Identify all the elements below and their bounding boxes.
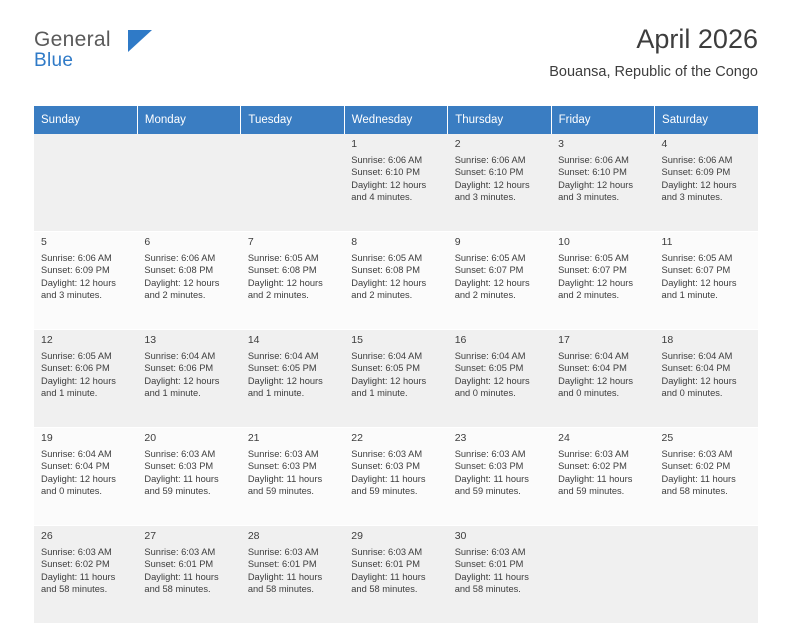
day-info-line: Sunrise: 6:05 AM (41, 350, 112, 361)
day-info-line: Daylight: 12 hours (144, 277, 220, 288)
calendar-day-cell[interactable] (137, 526, 240, 624)
day-info-line: Daylight: 11 hours (247, 473, 323, 484)
day-info-line: Sunset: 6:03 PM (144, 461, 214, 472)
day-sun-info (455, 252, 545, 302)
calendar-week-row (34, 526, 758, 624)
logo-text-blue: Blue (34, 50, 74, 71)
day-info-line: and 3 minutes. (661, 192, 723, 203)
day-info-line: Daylight: 12 hours (351, 277, 427, 288)
day-info-line: Daylight: 12 hours (661, 277, 737, 288)
day-info-line: Sunrise: 6:03 AM (454, 448, 526, 459)
day-info-line: Daylight: 12 hours (41, 473, 116, 484)
day-info-line: Daylight: 12 hours (558, 277, 634, 288)
day-sun-info (558, 252, 648, 302)
day-sun-info (455, 154, 545, 204)
day-info-line: Daylight: 12 hours (558, 179, 634, 190)
day-info-line: and 58 minutes. (247, 584, 314, 595)
day-info-line: Sunset: 6:05 PM (351, 363, 420, 374)
calendar-cell-empty (137, 134, 240, 232)
day-info-line: Sunrise: 6:05 AM (454, 252, 526, 263)
day-info-line: Sunrise: 6:05 AM (661, 252, 733, 263)
calendar-day-cell[interactable] (551, 330, 654, 428)
day-sun-info (351, 252, 441, 302)
day-info-line: Sunset: 6:02 PM (661, 461, 731, 472)
day-info-line: Sunrise: 6:06 AM (351, 154, 423, 165)
day-info-line: Sunset: 6:10 PM (454, 167, 524, 178)
day-info-line: Daylight: 12 hours (661, 375, 737, 386)
day-info-line: and 58 minutes. (661, 486, 728, 497)
day-info-line: and 58 minutes. (454, 584, 521, 595)
day-sun-info (558, 448, 648, 498)
day-info-line: Sunrise: 6:04 AM (661, 350, 733, 361)
calendar-week-row (34, 232, 758, 330)
day-info-line: Sunrise: 6:04 AM (454, 350, 526, 361)
calendar-day-cell[interactable] (551, 232, 654, 330)
day-number: 13 (144, 334, 157, 346)
calendar-day-cell[interactable] (34, 428, 137, 526)
day-info-line: Daylight: 11 hours (454, 473, 529, 484)
day-info-line: and 59 minutes. (558, 486, 625, 497)
calendar-day-cell[interactable] (241, 330, 344, 428)
calendar-day-cell[interactable] (241, 232, 344, 330)
day-info-line: Daylight: 12 hours (41, 375, 116, 386)
day-info-line: and 2 minutes. (454, 290, 516, 301)
day-info-line: and 58 minutes. (351, 584, 418, 595)
calendar-day-cell[interactable] (551, 134, 654, 232)
calendar-day-cell[interactable] (448, 232, 551, 330)
day-info-line: Sunset: 6:01 PM (144, 559, 214, 570)
day-info-line: Daylight: 11 hours (144, 571, 219, 582)
weekday-header-friday: Friday (551, 106, 654, 134)
day-sun-info (41, 350, 131, 400)
day-info-line: Daylight: 12 hours (247, 277, 323, 288)
day-info-line: Daylight: 12 hours (454, 179, 530, 190)
day-info-line: Sunrise: 6:06 AM (661, 154, 733, 165)
day-info-line: Sunset: 6:01 PM (351, 559, 420, 570)
day-info-line: Daylight: 11 hours (41, 571, 116, 582)
day-info-line: Sunrise: 6:03 AM (454, 546, 526, 557)
day-info-line: Sunrise: 6:04 AM (351, 350, 423, 361)
day-info-line: Sunrise: 6:05 AM (558, 252, 629, 263)
day-info-line: Sunset: 6:07 PM (661, 265, 731, 276)
page-header (34, 0, 758, 78)
day-sun-info (41, 448, 131, 498)
day-number: 27 (144, 530, 157, 542)
calendar-day-cell[interactable] (655, 428, 758, 526)
day-sun-info (662, 350, 752, 400)
day-sun-info (455, 350, 545, 400)
day-number: 12 (41, 334, 53, 346)
weekday-header-tuesday: Tuesday (241, 106, 344, 134)
day-info-line: Sunset: 6:03 PM (351, 461, 420, 472)
day-info-line: and 2 minutes. (558, 290, 620, 301)
blue-flag-icon (128, 30, 152, 52)
day-info-line: Sunset: 6:05 PM (454, 363, 524, 374)
calendar-day-cell[interactable] (241, 428, 344, 526)
day-info-line: Sunset: 6:01 PM (454, 559, 524, 570)
day-info-line: Sunset: 6:01 PM (247, 559, 317, 570)
day-info-line: Sunrise: 6:03 AM (558, 448, 629, 459)
day-info-line: Sunrise: 6:05 AM (247, 252, 319, 263)
day-sun-info (351, 350, 441, 400)
day-number: 30 (454, 530, 467, 542)
day-number: 2 (454, 138, 461, 150)
day-info-line: Sunset: 6:04 PM (41, 461, 110, 472)
day-info-line: Sunrise: 6:03 AM (144, 448, 216, 459)
day-number: 16 (454, 334, 467, 346)
calendar-day-cell[interactable] (655, 134, 758, 232)
day-number: 28 (247, 530, 260, 542)
weekday-header-sunday: Sunday (34, 106, 137, 134)
day-sun-info (248, 546, 338, 596)
calendar-day-cell[interactable] (241, 526, 344, 624)
day-info-line: Sunset: 6:10 PM (558, 167, 627, 178)
day-sun-info (41, 252, 131, 302)
day-info-line: and 1 minute. (144, 388, 201, 399)
calendar-day-cell[interactable] (344, 330, 447, 428)
calendar-day-cell[interactable] (344, 232, 447, 330)
day-number: 14 (247, 334, 260, 346)
day-sun-info (558, 350, 648, 400)
day-sun-info (248, 252, 338, 302)
day-number: 25 (661, 432, 674, 444)
day-info-line: Sunrise: 6:04 AM (41, 448, 112, 459)
day-info-line: Sunrise: 6:03 AM (247, 546, 319, 557)
page-title: April 2026 (636, 24, 758, 54)
day-number: 1 (351, 138, 358, 150)
day-info-line: Sunset: 6:03 PM (247, 461, 317, 472)
day-info-line: and 0 minutes. (661, 388, 723, 399)
calendar-day-cell[interactable] (34, 330, 137, 428)
day-info-line: Sunset: 6:08 PM (351, 265, 420, 276)
day-info-line: and 3 minutes. (558, 192, 620, 203)
calendar-day-cell[interactable] (655, 330, 758, 428)
day-info-line: Sunrise: 6:03 AM (247, 448, 319, 459)
day-sun-info (144, 350, 234, 400)
day-sun-info (248, 448, 338, 498)
day-info-line: Daylight: 12 hours (454, 277, 530, 288)
calendar-week-row (34, 330, 758, 428)
calendar-day-cell[interactable] (137, 330, 240, 428)
day-info-line: Daylight: 12 hours (144, 375, 220, 386)
calendar-day-cell[interactable] (137, 232, 240, 330)
day-sun-info (351, 448, 441, 498)
day-info-line: Sunset: 6:05 PM (247, 363, 317, 374)
day-info-line: Daylight: 11 hours (661, 473, 736, 484)
day-sun-info (351, 546, 441, 596)
day-info-line: Sunset: 6:04 PM (661, 363, 731, 374)
day-info-line: Sunrise: 6:04 AM (247, 350, 319, 361)
day-sun-info (455, 448, 545, 498)
day-number: 21 (247, 432, 260, 444)
day-info-line: and 3 minutes. (454, 192, 516, 203)
calendar-day-cell[interactable] (344, 428, 447, 526)
day-number: 7 (247, 236, 254, 248)
day-number: 20 (144, 432, 157, 444)
calendar-day-cell[interactable] (137, 428, 240, 526)
calendar-cell-empty (34, 134, 137, 232)
day-info-line: Sunset: 6:06 PM (144, 363, 214, 374)
day-info-line: Sunrise: 6:04 AM (558, 350, 629, 361)
logo-text-general: General (34, 28, 111, 51)
day-info-line: Sunrise: 6:03 AM (41, 546, 112, 557)
day-info-line: and 0 minutes. (41, 486, 102, 497)
day-info-line: and 1 minute. (247, 388, 305, 399)
calendar-day-cell[interactable] (655, 232, 758, 330)
day-info-line: Sunset: 6:07 PM (558, 265, 627, 276)
day-info-line: Sunset: 6:09 PM (41, 265, 110, 276)
calendar-week-row (34, 134, 758, 232)
day-number: 4 (661, 138, 668, 150)
day-info-line: and 2 minutes. (144, 290, 206, 301)
day-number: 9 (454, 236, 461, 248)
day-sun-info (351, 154, 441, 204)
day-info-line: Sunrise: 6:06 AM (41, 252, 112, 263)
day-info-line: and 0 minutes. (454, 388, 516, 399)
day-info-line: Daylight: 11 hours (351, 473, 426, 484)
day-number: 24 (558, 432, 570, 444)
day-info-line: Daylight: 12 hours (247, 375, 323, 386)
day-info-line: Daylight: 12 hours (41, 277, 116, 288)
day-info-line: Daylight: 12 hours (558, 375, 634, 386)
calendar-day-cell[interactable] (344, 526, 447, 624)
day-sun-info (248, 350, 338, 400)
day-number: 22 (351, 432, 363, 444)
day-info-line: Sunset: 6:03 PM (454, 461, 524, 472)
day-number: 23 (454, 432, 467, 444)
day-info-line: Daylight: 11 hours (144, 473, 219, 484)
day-info-line: Sunset: 6:10 PM (351, 167, 420, 178)
day-info-line: Sunrise: 6:03 AM (351, 448, 423, 459)
day-number: 3 (558, 138, 564, 150)
calendar-cell-empty (655, 526, 758, 624)
day-info-line: and 1 minute. (351, 388, 408, 399)
weekday-header-wednesday: Wednesday (344, 106, 447, 134)
day-info-line: and 59 minutes. (144, 486, 211, 497)
day-info-line: and 59 minutes. (351, 486, 418, 497)
day-number: 8 (351, 236, 358, 248)
day-number: 26 (41, 530, 53, 542)
day-number: 6 (144, 236, 151, 248)
day-number: 18 (661, 334, 674, 346)
day-number: 29 (351, 530, 363, 542)
day-info-line: Daylight: 11 hours (247, 571, 323, 582)
day-sun-info (144, 448, 234, 498)
day-info-line: and 3 minutes. (41, 290, 102, 301)
day-info-line: Sunrise: 6:03 AM (351, 546, 423, 557)
day-info-line: Sunrise: 6:06 AM (454, 154, 526, 165)
weekday-header-row (34, 106, 758, 134)
day-info-line: and 1 minute. (661, 290, 718, 301)
day-info-line: Daylight: 11 hours (351, 571, 426, 582)
day-info-line: Daylight: 11 hours (454, 571, 529, 582)
day-info-line: Sunrise: 6:04 AM (144, 350, 216, 361)
day-info-line: Sunset: 6:02 PM (558, 461, 627, 472)
day-info-line: Sunrise: 6:05 AM (351, 252, 423, 263)
day-info-line: Sunset: 6:09 PM (661, 167, 731, 178)
day-number: 11 (661, 236, 673, 248)
calendar-day-cell[interactable] (34, 232, 137, 330)
day-number: 5 (41, 236, 47, 248)
day-number: 17 (558, 334, 570, 346)
day-info-line: and 2 minutes. (247, 290, 309, 301)
calendar-week-row (34, 428, 758, 526)
day-info-line: and 1 minute. (41, 388, 98, 399)
day-info-line: and 58 minutes. (144, 584, 211, 595)
page-subtitle: Bouansa, Republic of the Congo (549, 64, 758, 80)
day-sun-info (558, 154, 648, 204)
day-info-line: Sunrise: 6:03 AM (144, 546, 216, 557)
weekday-header-monday: Monday (137, 106, 240, 134)
day-number: 15 (351, 334, 363, 346)
day-sun-info (144, 252, 234, 302)
day-info-line: Daylight: 12 hours (351, 375, 427, 386)
weekday-header-thursday: Thursday (448, 106, 551, 134)
day-info-line: Sunset: 6:04 PM (558, 363, 627, 374)
calendar-day-cell[interactable] (344, 134, 447, 232)
calendar-cell-empty (551, 526, 654, 624)
day-sun-info (41, 546, 131, 596)
day-sun-info (455, 546, 545, 596)
day-info-line: and 59 minutes. (247, 486, 314, 497)
day-info-line: and 0 minutes. (558, 388, 620, 399)
day-sun-info (662, 448, 752, 498)
day-info-line: and 2 minutes. (351, 290, 413, 301)
day-info-line: and 4 minutes. (351, 192, 413, 203)
weekday-header-saturday: Saturday (655, 106, 758, 134)
day-info-line: Sunset: 6:08 PM (144, 265, 214, 276)
calendar-cell-empty (241, 134, 344, 232)
day-info-line: Sunset: 6:02 PM (41, 559, 110, 570)
day-info-line: Daylight: 12 hours (661, 179, 737, 190)
day-sun-info (662, 154, 752, 204)
day-sun-info (662, 252, 752, 302)
calendar-day-cell[interactable] (448, 330, 551, 428)
day-number: 10 (558, 236, 570, 248)
day-info-line: Sunset: 6:07 PM (454, 265, 524, 276)
calendar-day-cell[interactable] (448, 134, 551, 232)
calendar-day-cell[interactable] (551, 428, 654, 526)
day-info-line: Daylight: 12 hours (351, 179, 427, 190)
calendar-day-cell[interactable] (448, 526, 551, 624)
calendar-day-cell[interactable] (448, 428, 551, 526)
logo (34, 28, 234, 72)
day-info-line: Sunset: 6:08 PM (247, 265, 317, 276)
day-number: 19 (41, 432, 53, 444)
day-info-line: Sunset: 6:06 PM (41, 363, 110, 374)
day-info-line: Sunrise: 6:03 AM (661, 448, 733, 459)
day-sun-info (144, 546, 234, 596)
day-info-line: Daylight: 12 hours (454, 375, 530, 386)
calendar-day-cell[interactable] (34, 526, 137, 624)
day-info-line: Daylight: 11 hours (558, 473, 633, 484)
calendar-table (34, 106, 758, 624)
day-info-line: and 59 minutes. (454, 486, 521, 497)
day-info-line: and 58 minutes. (41, 584, 108, 595)
day-info-line: Sunrise: 6:06 AM (144, 252, 216, 263)
day-info-line: Sunrise: 6:06 AM (558, 154, 629, 165)
